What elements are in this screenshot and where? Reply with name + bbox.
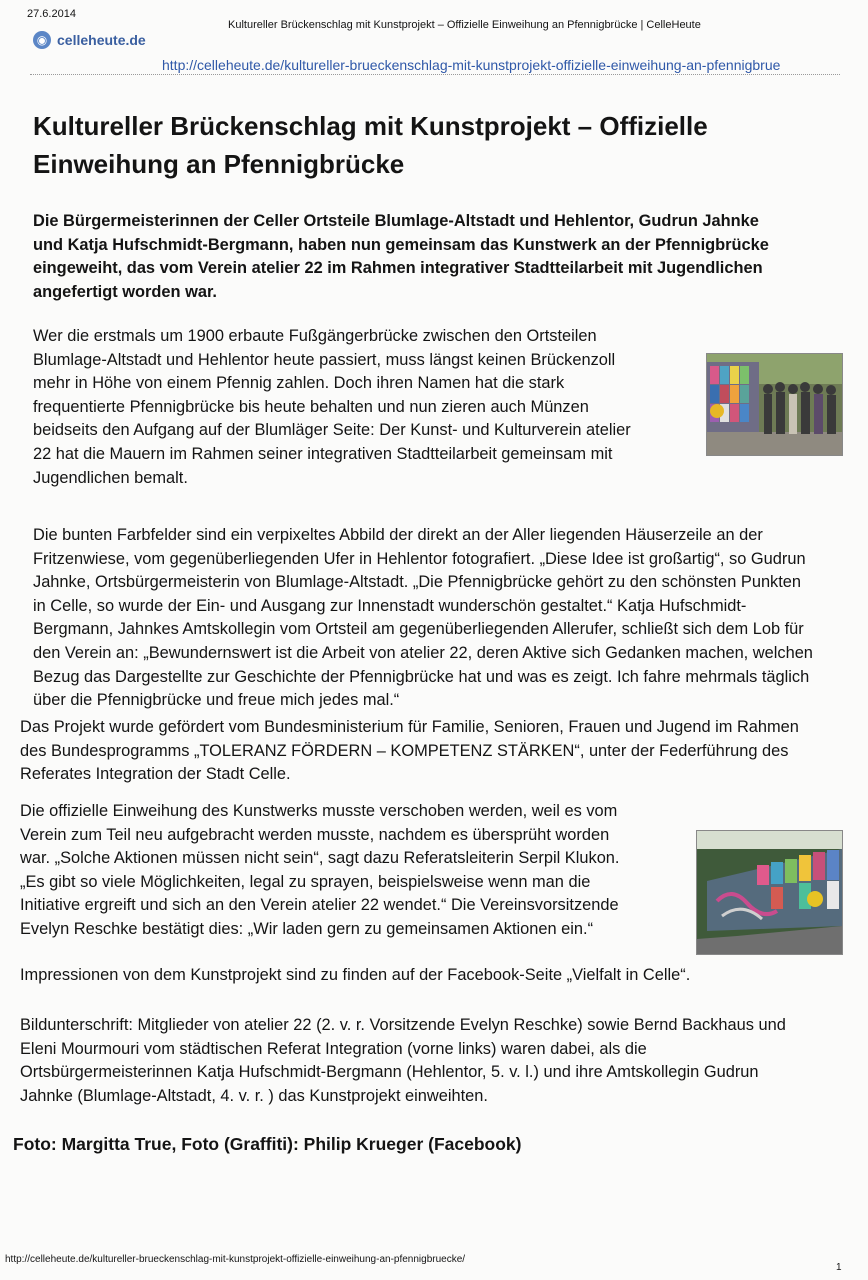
article-lead: Die Bürgermeisterinnen der Celler Ortsteile Blumlage-Altstadt und Hehlentor, Gudrun Jahnke und Katja Hufschmidt-Bergmann, haben nun gemeinsam das Kunstwerk an der Pfennigbrücke eingeweiht, das vom Verein atelier 22 im Rahmen integrativer Stadtteilarbeit mit Jugendlichen angefertigt worden war. bbox=[33, 212, 769, 301]
print-date: 27.6.2014 bbox=[27, 8, 76, 20]
site-logo[interactable] bbox=[33, 31, 146, 49]
article-headline: Kultureller Brückenschlag mit Kunstprojekt – Offizielle Einweihung an Pfennigbrücke bbox=[33, 111, 708, 179]
photo-caption: Bildunterschrift: Mitglieder von atelier 22 (2. v. r. Vorsitzende Evelyn Reschke) sowie Bernd Backhaus und Eleni Mourmouri vom städtischen Referat Integration (vorne links) waren dabei, als die Ortsbürgermeisterinnen Katja Hufschmidt-Bergmann (Hehlentor, 5. v. l.) und ihre Amtskollegin Gudrun Jahnke (Blumlage-Altstadt, 4. v. r. ) das Kunstprojekt einweihten. bbox=[20, 1016, 786, 1105]
site-name: celleheute.de bbox=[57, 32, 146, 48]
photo-group-at-bridge bbox=[706, 353, 843, 456]
paragraph-5: Impressionen von dem Kunstprojekt sind zu finden auf der Facebook-Seite „Vielfalt in Celle“. bbox=[20, 966, 691, 984]
paragraph-2: Die bunten Farbfelder sind ein verpixeltes Abbild der direkt an der Aller liegenden Häuserzeile an der Fritzenwiese, vom gegenüberliegenden Ufer in Hehlentor fotografiert. „Diese Idee ist großartig“, so Gudrun Jahnke, Ortsbürgermeisterin von Blumlage-Altstadt. „Die Pfennigbrücke gehört zu den schönsten Punkten in Celle, so wurde der Ein- und Ausgang zur Innenstadt wunderschön gestaltet.“ Katja Hufschmidt- Bergmann, Jahnkes Amtskollegin vom Ortsteil am gegenüberliegenden Allerufer, schließt sich dem Lob für den Verein an: „Bewundernswert ist die Arbeit von atelier 22, deren Aktive sich Gedanken machen, welchen Bezug das Dargestellte zur Geschichte der Pfennigbrücke hat und was es zeigt. Ich fahre mehrmals täglich über die Pfennigbrücke und freue mich jedes mal.“ bbox=[33, 526, 813, 710]
globe-icon: ◉ bbox=[33, 31, 51, 49]
page-url[interactable]: http://celleheute.de/kultureller-brueckenschlag-mit-kunstprojekt-offizielle-einweihung-an-pfennigbrue bbox=[162, 57, 781, 73]
header-divider bbox=[30, 74, 840, 75]
page-number: 1 bbox=[836, 1262, 842, 1273]
photo-graffiti-wall bbox=[696, 830, 843, 955]
paragraph-3: Das Projekt wurde gefördert vom Bundesministerium für Familie, Senioren, Frauen und Jugend im Rahmen des Bundesprogramms „TOLERANZ FÖRDERN – KOMPETENZ STÄRKEN“, unter der Federführung des Referates Integration der Stadt Celle. bbox=[20, 718, 799, 784]
print-page-title: Kultureller Brückenschlag mit Kunstprojekt – Offizielle Einweihung an Pfennigbrücke | CelleHeute bbox=[228, 19, 701, 31]
paragraph-1: Wer die erstmals um 1900 erbaute Fußgängerbrücke zwischen den Ortsteilen Blumlage-Altstadt und Hehlentor heute passiert, muss längst keinen Brückenzoll mehr in Höhe von einem Pfennig zahlen. Doch ihren Namen hat die stark frequentierte Pfennigbrücke bis heute behalten und nun zieren auch Münzen beidseits den Aufgang auf der Blumläger Seite: Der Kunst- und Kulturverein atelier 22 hat die Mauern im Rahmen seiner integrativen Stadtteilarbeit gemeinsam mit Jugendlichen bemalt. bbox=[33, 327, 631, 487]
footer-url: http://celleheute.de/kultureller-brueckenschlag-mit-kunstprojekt-offizielle-einweihung-an-pfennigbruecke/ bbox=[5, 1254, 466, 1265]
paragraph-4: Die offizielle Einweihung des Kunstwerks musste verschoben werden, weil es vom Verein zum Teil neu aufgebracht werden musste, nachdem es übersprüht worden war. „Solche Aktionen müssen nicht sein“, sagt dazu Referatsleiterin Serpil Klukon. „Es gibt so viele Möglichkeiten, legal zu sprayen, beispielsweise wenn man die Initiative ergreift und sich an den Verein atelier 22 wendet.“ Die Vereinsvorsitzende Evelyn Reschke bestätigt dies: „Wir laden gern zu gemeinsamen Aktionen ein.“ bbox=[20, 802, 620, 938]
photo-credit: Foto: Margitta True, Foto (Graffiti): Philip Krueger (Facebook) bbox=[13, 1134, 522, 1154]
